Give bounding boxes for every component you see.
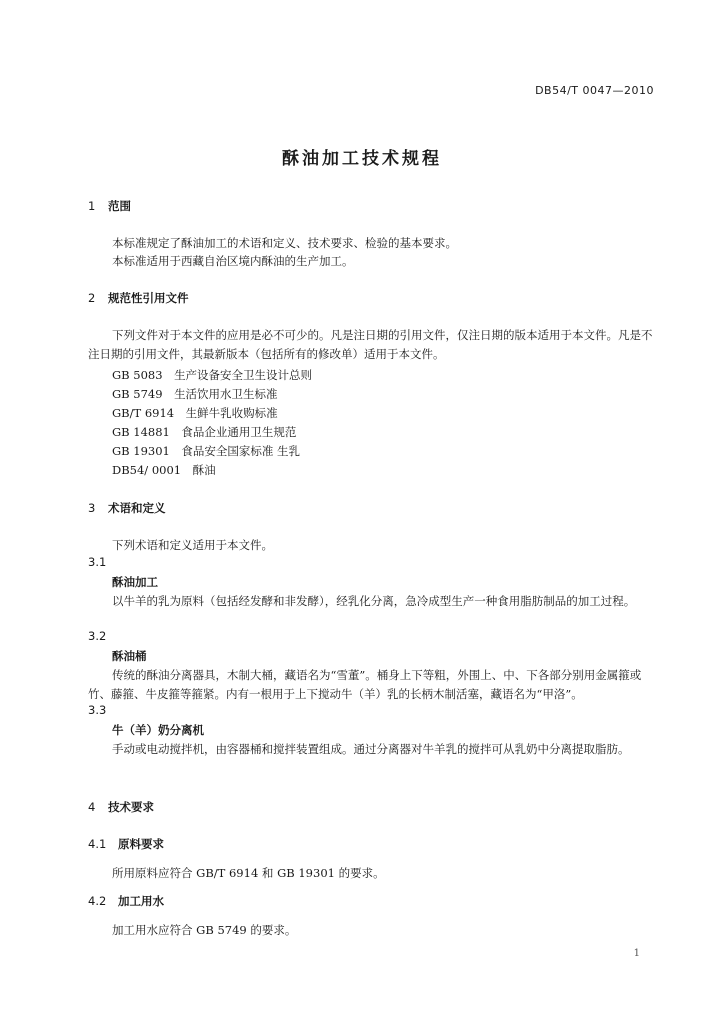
reference-item: [112, 386, 278, 402]
document-title: 酥油加工技术规程: [282, 149, 442, 169]
reference-title: 食品企业通用卫生规范: [181, 425, 297, 439]
subsection-4-2-heading: [88, 893, 164, 909]
section-4-heading: [88, 799, 154, 815]
section-number: 3: [88, 501, 96, 515]
section-title: 术语和定义: [108, 501, 166, 515]
term-definition: 传统的酥油分离器具，木制大桶，藏语名为“雪董”。桶身上下等粗，外围上、中、下各部分别用金属箍或竹、藤箍、牛皮箍等箍紧。内有一根用于上下搅动牛（羊）乳的长柄木制活塞，藏语名为“甲洛”。: [88, 668, 642, 701]
reference-item: [112, 424, 296, 440]
paragraph: 所用原料应符合 GB/T 6914 和 GB 19301 的要求。: [112, 866, 385, 880]
subsection-number: 4.1: [88, 837, 107, 851]
reference-title: 生产设备安全卫生设计总则: [174, 368, 313, 382]
reference-code: GB 14881: [112, 425, 170, 439]
paragraph: 本标准适用于西藏自治区境内酥油的生产加工。: [112, 254, 354, 268]
section-1-heading: [88, 198, 131, 214]
section-title: 规范性引用文件: [108, 291, 189, 305]
term-number: 3.1: [88, 555, 107, 569]
reference-item: [112, 405, 278, 421]
subsection-4-1-heading: [88, 836, 164, 852]
section-title: 范围: [108, 199, 131, 213]
subsection-title: 原料要求: [118, 837, 164, 851]
reference-code: GB 19301: [112, 444, 170, 458]
term-title: 酥油加工: [112, 575, 158, 589]
section-2-heading: [88, 290, 189, 306]
reference-title: 酥油: [192, 463, 216, 477]
section-number: 4: [88, 800, 96, 814]
paragraph: 本标准规定了酥油加工的术语和定义、技术要求、检验的基本要求。: [112, 236, 457, 250]
reference-code: GB 5749: [112, 387, 163, 401]
reference-code: GB 5083: [112, 368, 163, 382]
paragraph: 下列文件对于本文件的应用是必不可少的。凡是注日期的引用文件，仅注日期的版本适用于本文件。凡是不注日期的引用文件，其最新版本（包括所有的修改单）适用于本文件。: [88, 328, 653, 361]
reference-item: [112, 367, 312, 383]
subsection-number: 4.2: [88, 894, 107, 908]
reference-code: GB/T 6914: [112, 406, 175, 420]
term-number: 3.2: [88, 629, 107, 643]
reference-code: DB54/ 0001: [112, 463, 182, 477]
term-definition: 手动或电动搅拌机，由容器桶和搅拌装置组成。通过分离器对牛羊乳的搅拌可从乳奶中分离提取脂肪。: [112, 742, 630, 756]
paragraph: 加工用水应符合 GB 5749 的要求。: [112, 923, 297, 937]
term-title: 酥油桶: [112, 649, 147, 663]
reference-title: 食品安全国家标准 生乳: [181, 444, 301, 458]
reference-title: 生鲜牛乳收购标准: [185, 406, 278, 420]
reference-title: 生活饮用水卫生标准: [174, 387, 278, 401]
reference-item: [112, 462, 216, 478]
reference-item: [112, 443, 300, 459]
standard-number: DB54/T 0047—2010: [535, 84, 654, 97]
section-number: 1: [88, 199, 96, 213]
paragraph: 下列术语和定义适用于本文件。: [112, 538, 273, 552]
term-title: 牛（羊）奶分离机: [112, 723, 204, 737]
section-number: 2: [88, 291, 96, 305]
term-definition: 以牛羊的乳为原料（包括经发酵和非发酵），经乳化分离，急冷成型生产一种食用脂肪制品的加工过程。: [112, 594, 636, 608]
subsection-title: 加工用水: [118, 894, 164, 908]
section-title: 技术要求: [108, 800, 154, 814]
section-3-heading: [88, 500, 166, 516]
page-number: 1: [633, 948, 640, 959]
term-number: 3.3: [88, 703, 107, 717]
